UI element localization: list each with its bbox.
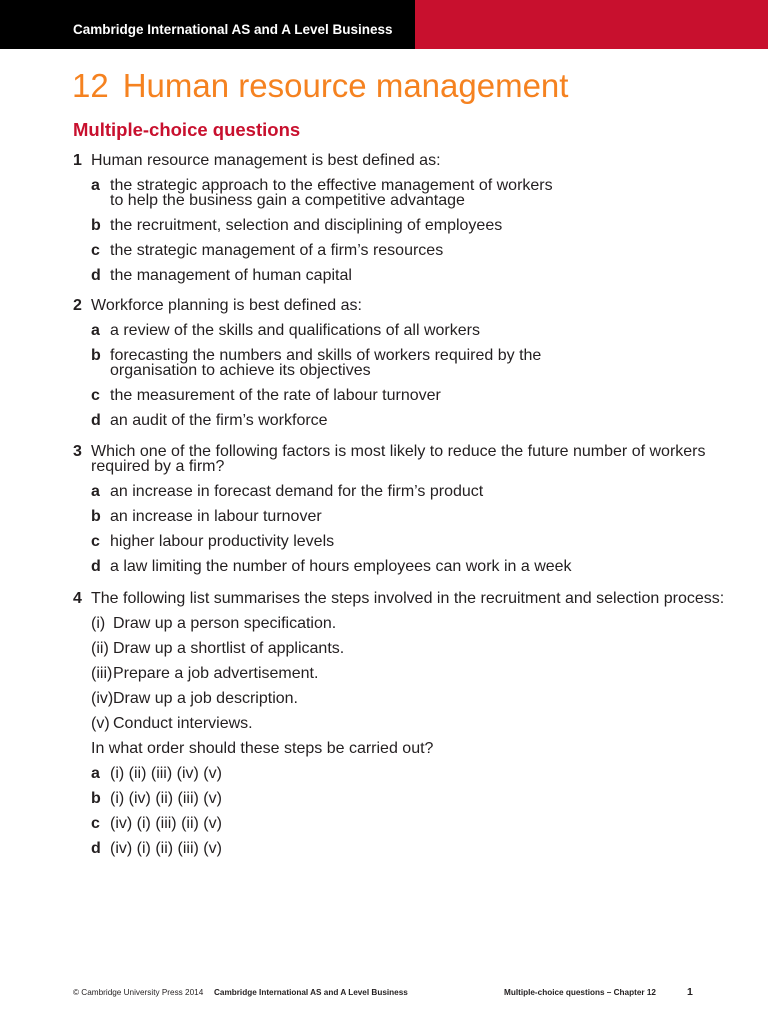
step-text: Draw up a job description. [113, 690, 298, 707]
option-letter: b [91, 790, 101, 807]
option-text: an audit of the firm’s workforce [110, 412, 328, 429]
question-number: 3 [73, 443, 82, 460]
option-text: a review of the skills and qualifications of all workers [110, 322, 480, 339]
option-text: organisation to achieve its objectives [110, 362, 371, 379]
chapter-number: 12 [72, 67, 109, 104]
option-letter: a [91, 322, 100, 339]
option-letter: c [91, 533, 100, 550]
option-letter: b [91, 508, 101, 525]
option-letter: d [91, 558, 101, 575]
question-number: 1 [73, 152, 82, 169]
option-letter: c [91, 815, 100, 832]
option-text: (iv) (i) (ii) (iii) (v) [110, 840, 222, 857]
header-title: Cambridge International AS and A Level Business [73, 22, 393, 37]
option-text: the management of human capital [110, 267, 352, 284]
option-text: (iv) (i) (iii) (ii) (v) [110, 815, 222, 832]
option-letter: d [91, 267, 101, 284]
step-label: (v) [91, 715, 110, 732]
chapter-heading [72, 66, 568, 106]
chapter-title: Human resource management [122, 67, 569, 104]
question-text: Workforce planning is best defined as: [91, 297, 362, 314]
option-letter: c [91, 242, 100, 259]
footer-book-title: Cambridge International AS and A Level Business [214, 988, 408, 997]
question-number: 4 [73, 590, 82, 607]
option-letter: a [91, 483, 100, 500]
option-text: the strategic approach to the effective management of workers [110, 177, 553, 194]
section-heading: Multiple-choice questions [73, 119, 301, 140]
question-number: 2 [73, 297, 82, 314]
page-number: 1 [687, 986, 693, 998]
question-prompt: In what order should these steps be carried out? [91, 740, 434, 757]
option-letter: a [91, 177, 100, 194]
option-letter: c [91, 387, 100, 404]
option-letter: b [91, 347, 101, 364]
step-text: Conduct interviews. [113, 715, 253, 732]
footer-section-label: Multiple-choice questions – Chapter 12 [504, 988, 656, 997]
option-text: an increase in forecast demand for the firm’s product [110, 483, 484, 500]
question-text: The following list summarises the steps involved in the recruitment and selection process: [91, 590, 725, 607]
step-label: (ii) [91, 640, 109, 657]
step-label: (i) [91, 615, 106, 632]
question-text: Human resource management is best defined as: [91, 152, 441, 169]
header-red-band [415, 0, 768, 49]
step-text: Prepare a job advertisement. [113, 665, 319, 682]
option-letter: a [91, 765, 100, 782]
option-text: an increase in labour turnover [110, 508, 322, 525]
option-text: to help the business gain a competitive advantage [110, 192, 465, 209]
step-label: (iv) [91, 690, 114, 707]
header-bar [0, 0, 768, 49]
option-text: the recruitment, selection and disciplining of employees [110, 217, 503, 234]
step-label: (iii) [91, 665, 113, 682]
option-letter: d [91, 412, 101, 429]
step-text: Draw up a person specification. [113, 615, 337, 632]
footer-copyright: © Cambridge University Press 2014 [73, 988, 204, 997]
header-black-band [0, 0, 415, 49]
option-text: (i) (ii) (iii) (iv) (v) [110, 765, 222, 782]
option-text: higher labour productivity levels [110, 533, 335, 550]
step-text: Draw up a shortlist of applicants. [113, 640, 345, 657]
option-text: the measurement of the rate of labour turnover [110, 387, 441, 404]
option-letter: b [91, 217, 101, 234]
option-letter: d [91, 840, 101, 857]
question-text: Which one of the following factors is most likely to reduce the future number of workers [91, 443, 706, 460]
question-text: required by a firm? [91, 458, 225, 475]
option-text: a law limiting the number of hours employees can work in a week [110, 558, 572, 575]
option-text: forecasting the numbers and skills of workers required by the [110, 347, 542, 364]
option-text: (i) (iv) (ii) (iii) (v) [110, 790, 222, 807]
option-text: the strategic management of a firm’s resources [110, 242, 444, 259]
